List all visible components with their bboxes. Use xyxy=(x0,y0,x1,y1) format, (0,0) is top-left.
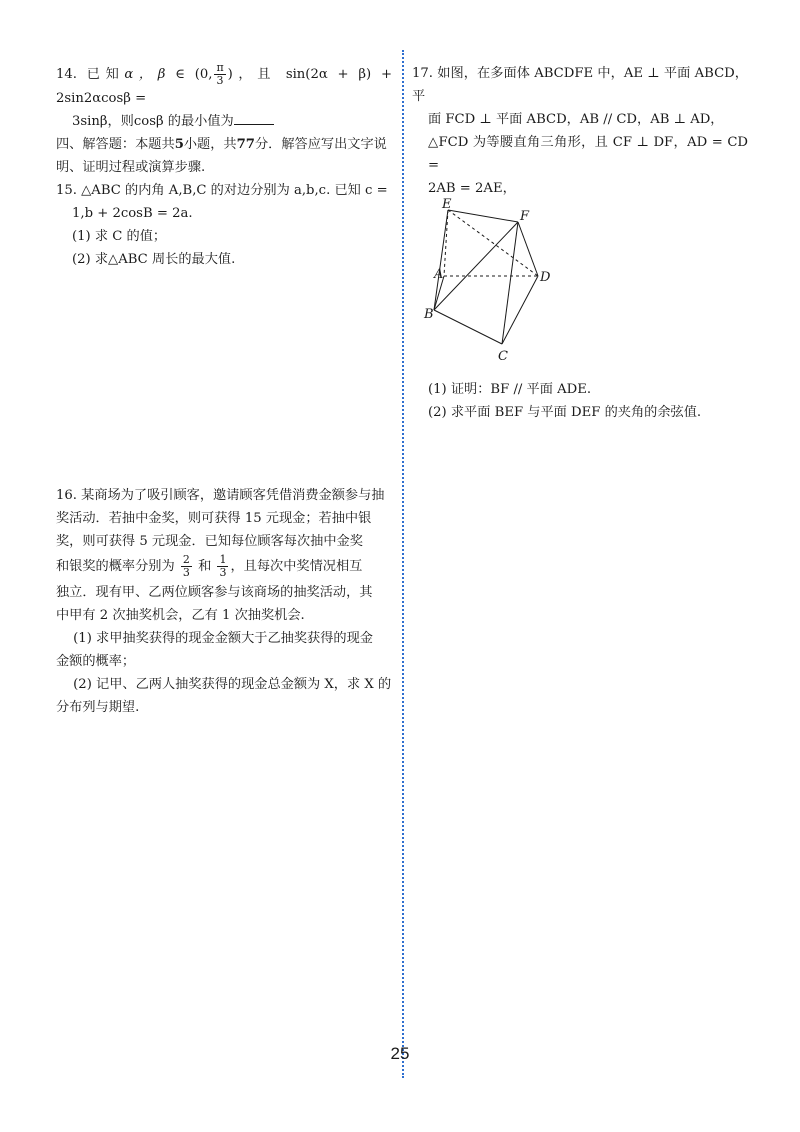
q16-part1a: (1) 求甲抽奖获得的现金金额大于乙抽奖获得的现金 xyxy=(73,631,373,646)
edge-EA-hidden xyxy=(444,210,448,276)
q16-prob-text: 和银奖的概率分别为 xyxy=(56,559,175,574)
page-number: 25 xyxy=(390,1044,410,1063)
q16-line2: 奖活动．若抽中金奖，则可获得 15 元现金；若抽中银 xyxy=(56,511,372,526)
q15-line2: 1,b + 2cosB = 2a. xyxy=(72,206,193,221)
edge-FD xyxy=(518,222,538,276)
q14-interval-left: (0, xyxy=(194,67,213,82)
label-E: E xyxy=(442,197,452,212)
label-B: B xyxy=(424,307,434,322)
label-F: F xyxy=(520,209,530,224)
question-17 xyxy=(412,62,748,424)
edge-BC xyxy=(434,310,502,344)
q16-line5: 独立．现有甲、乙两位顾客参与该商场的抽奖活动，其 xyxy=(56,585,373,600)
q14-line2 xyxy=(56,110,392,133)
q16-f1-num: 2 xyxy=(182,553,190,566)
q16-part1b: 金额的概率； xyxy=(56,654,136,669)
q16-and: 和 xyxy=(198,559,212,574)
q14-answer-blank xyxy=(234,112,274,125)
q14-question: 3sinβ，则cosβ 的最小值为 xyxy=(72,114,234,129)
right-column xyxy=(412,62,748,424)
q14-pi: π xyxy=(216,61,224,74)
q16-f2-den: 3 xyxy=(219,566,227,579)
q14-vars: α，β ∈ xyxy=(124,67,185,82)
q17-line2: 面 FCD ⊥ 平面 ABCD，AB // CD，AB ⊥ AD， xyxy=(428,112,724,127)
q16-line1: 16. 某商场为了吸引顾客，邀请顾客凭借消费金额参与抽 xyxy=(56,488,385,503)
q15-part2: (2) 求△ABC 周长的最大值. xyxy=(72,252,236,267)
q15-part1: (1) 求 C 的值； xyxy=(72,229,167,244)
q14-three: 3 xyxy=(216,74,224,87)
q16-f1-den: 3 xyxy=(182,566,190,579)
q16-part2a: (2) 记甲、乙两人抽奖获得的现金总金额为 X，求 X 的 xyxy=(73,677,392,692)
left-column xyxy=(56,61,393,715)
q14-pi-over-3 xyxy=(214,62,225,87)
q14-number: 14. xyxy=(56,67,77,82)
label-D: D xyxy=(540,270,551,285)
question-16 xyxy=(56,484,392,719)
q17-line4: 2AB = 2AE， xyxy=(428,181,516,196)
section4-line2: 明、证明过程或演算步骤. xyxy=(56,160,206,175)
q16-line6: 中甲有 2 次抽奖机会，乙有 1 次抽奖机会. xyxy=(56,608,305,623)
q14-line1 xyxy=(56,62,392,110)
edge-DC xyxy=(502,276,538,344)
question-15 xyxy=(56,179,392,271)
edge-EB xyxy=(434,210,448,310)
edge-FC xyxy=(502,222,518,344)
q14-interval-right: ) xyxy=(227,67,233,82)
q17-line3: △FCD 为等腰直角三角形，且 CF ⊥ DF，AD = CD = xyxy=(428,135,748,173)
q16-f2-num: 1 xyxy=(219,553,227,566)
q16-line3: 奖，则可获得 5 元现金．已知每位顾客每次抽中金奖 xyxy=(56,534,363,549)
q17-line1: 17. 如图，在多面体 ABCDFE 中，AE ⊥ 平面 ABCD，平 xyxy=(412,66,748,104)
column-divider xyxy=(402,50,404,1078)
label-A: A xyxy=(434,267,444,282)
section4-count: 5 xyxy=(174,137,184,152)
q16-prob-post: ，且每次中奖情况相互 xyxy=(230,559,363,574)
section4-text-b: 小题，共 xyxy=(183,137,237,152)
label-C: C xyxy=(498,349,508,364)
q14-equation: ，且 sin(2α + β) + 2sin2αcosβ = xyxy=(56,67,393,106)
section4-line1 xyxy=(56,133,392,156)
q15-line1: 15. △ABC 的内角 A,B,C 的对边分别为 a,b,c. 已知 c = xyxy=(56,183,388,198)
q17-part1: (1) 证明：BF // 平面 ADE. xyxy=(428,382,592,397)
q16-fraction-gold xyxy=(181,554,192,579)
edge-EF xyxy=(448,210,518,222)
section4-text-a: 四、解答题：本题共 xyxy=(56,137,175,152)
q14-text: 已知 xyxy=(86,67,125,82)
polyhedron-figure xyxy=(424,197,578,372)
q17-part2: (2) 求平面 BEF 与平面 DEF 的夹角的余弦值. xyxy=(428,405,702,420)
section-4-header xyxy=(56,133,392,179)
q16-line4 xyxy=(56,553,392,581)
section4-text-c: 分．解答应写出文字说 xyxy=(254,137,387,152)
q16-fraction-silver xyxy=(217,554,228,579)
section4-score: 77 xyxy=(236,137,255,152)
question-14 xyxy=(56,62,392,133)
q16-part2b: 分布列与期望. xyxy=(56,700,140,715)
